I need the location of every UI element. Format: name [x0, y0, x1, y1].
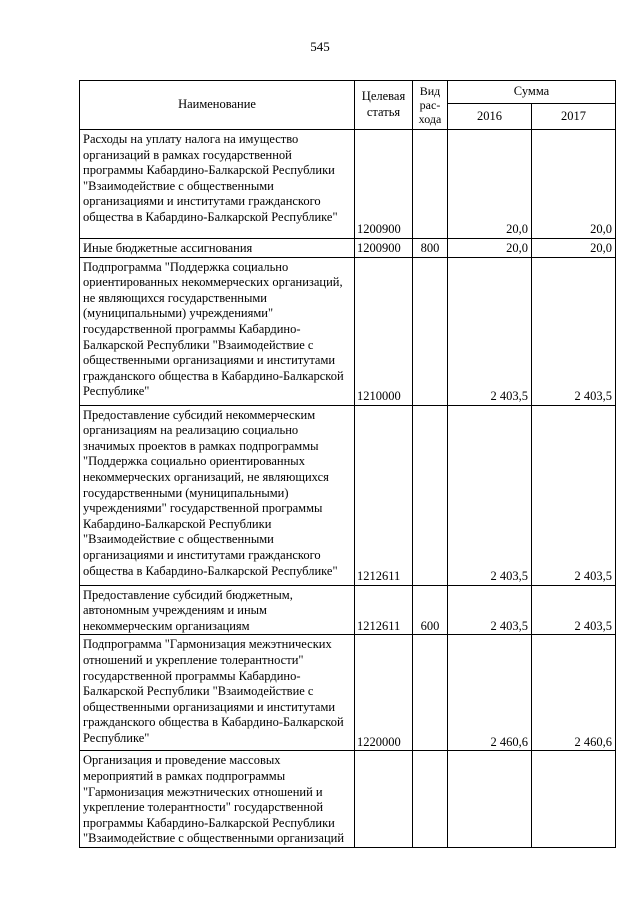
row-amount-2016: 2 403,5	[448, 585, 532, 635]
table-row	[80, 239, 616, 258]
row-amount-2016: 20,0	[448, 130, 532, 239]
row-type	[413, 635, 448, 751]
row-name: Подпрограмма "Поддержка социально ориентированных некоммерческих организаций, не являющихся государственными (муниципальными) учреждениями" государственной программы Кабардино-Балкарской Республики "Взаимодействие с общественными организациями и институтами гражданского общества в Кабардино-Балкарской Республике"	[80, 257, 355, 405]
row-type: 600	[413, 585, 448, 635]
table-row	[80, 130, 616, 239]
table-row	[80, 405, 616, 585]
row-code: 1212611	[355, 585, 413, 635]
row-name: Организация и проведение массовых мероприятий в рамках подпрограммы "Гармонизация межэтнических отношений и укрепление толерантности" государственной программы Кабардино-Балкарской Республики "Взаимодействие с общественными организаций	[80, 751, 355, 848]
row-amount-2017: 20,0	[532, 130, 616, 239]
row-type	[413, 257, 448, 405]
row-type	[413, 130, 448, 239]
row-code: 1210000	[355, 257, 413, 405]
table-row	[80, 635, 616, 751]
row-type: 800	[413, 239, 448, 258]
row-amount-2016: 2 460,6	[448, 635, 532, 751]
header-year-2017: 2017	[532, 104, 616, 130]
row-name: Предоставление субсидий некоммерческим организациям на реализацию социально значимых проектов в рамках подпрограммы "Поддержка социально ориентированных некоммерческих организаций, не являющихся государственными (муниципальными) учреждениями" государственной программы Кабардино-Балкарской Республики "Взаимодействие с общественными организациями и институтами гражданского общества в Кабардино-Балкарской Республике"	[80, 405, 355, 585]
table-row	[80, 751, 616, 848]
row-amount-2016	[448, 751, 532, 848]
row-amount-2017	[532, 751, 616, 848]
row-amount-2016: 2 403,5	[448, 405, 532, 585]
row-code: 1212611	[355, 405, 413, 585]
row-amount-2017: 20,0	[532, 239, 616, 258]
header-target-article: Целевая статья	[355, 81, 413, 130]
row-code: 1200900	[355, 239, 413, 258]
table-row	[80, 257, 616, 405]
budget-table	[79, 80, 616, 848]
row-name: Иные бюджетные ассигнования	[80, 239, 355, 258]
row-type	[413, 751, 448, 848]
row-type	[413, 405, 448, 585]
table-row	[80, 585, 616, 635]
header-expense-type: Вид рас-хода	[413, 81, 448, 130]
page-number: 545	[310, 39, 330, 54]
row-amount-2017: 2 403,5	[532, 585, 616, 635]
row-amount-2017: 2 403,5	[532, 405, 616, 585]
row-code: 1220000	[355, 635, 413, 751]
row-name: Подпрограмма "Гармонизация межэтнических отношений и укрепление толерантности" государственной программы Кабардино-Балкарской Республики "Взаимодействие с общественными организациями и институтами гражданского общества в Кабардино-Балкарской Республике"	[80, 635, 355, 751]
header-name: Наименование	[80, 81, 355, 130]
header-year-2016: 2016	[448, 104, 532, 130]
row-amount-2016: 20,0	[448, 239, 532, 258]
row-name: Расходы на уплату налога на имущество организаций в рамках государственной программы Кабардино-Балкарской Республики "Взаимодействие с общественными организациями и институтами гражданского общества в Кабардино-Балкарской Республике"	[80, 130, 355, 239]
row-amount-2017: 2 403,5	[532, 257, 616, 405]
row-amount-2017: 2 460,6	[532, 635, 616, 751]
row-code: 1200900	[355, 130, 413, 239]
header-sum: Сумма	[448, 81, 616, 104]
row-amount-2016: 2 403,5	[448, 257, 532, 405]
row-code	[355, 751, 413, 848]
row-name: Предоставление субсидий бюджетным, автономным учреждениям и иным некоммерческим организациям	[80, 585, 355, 635]
